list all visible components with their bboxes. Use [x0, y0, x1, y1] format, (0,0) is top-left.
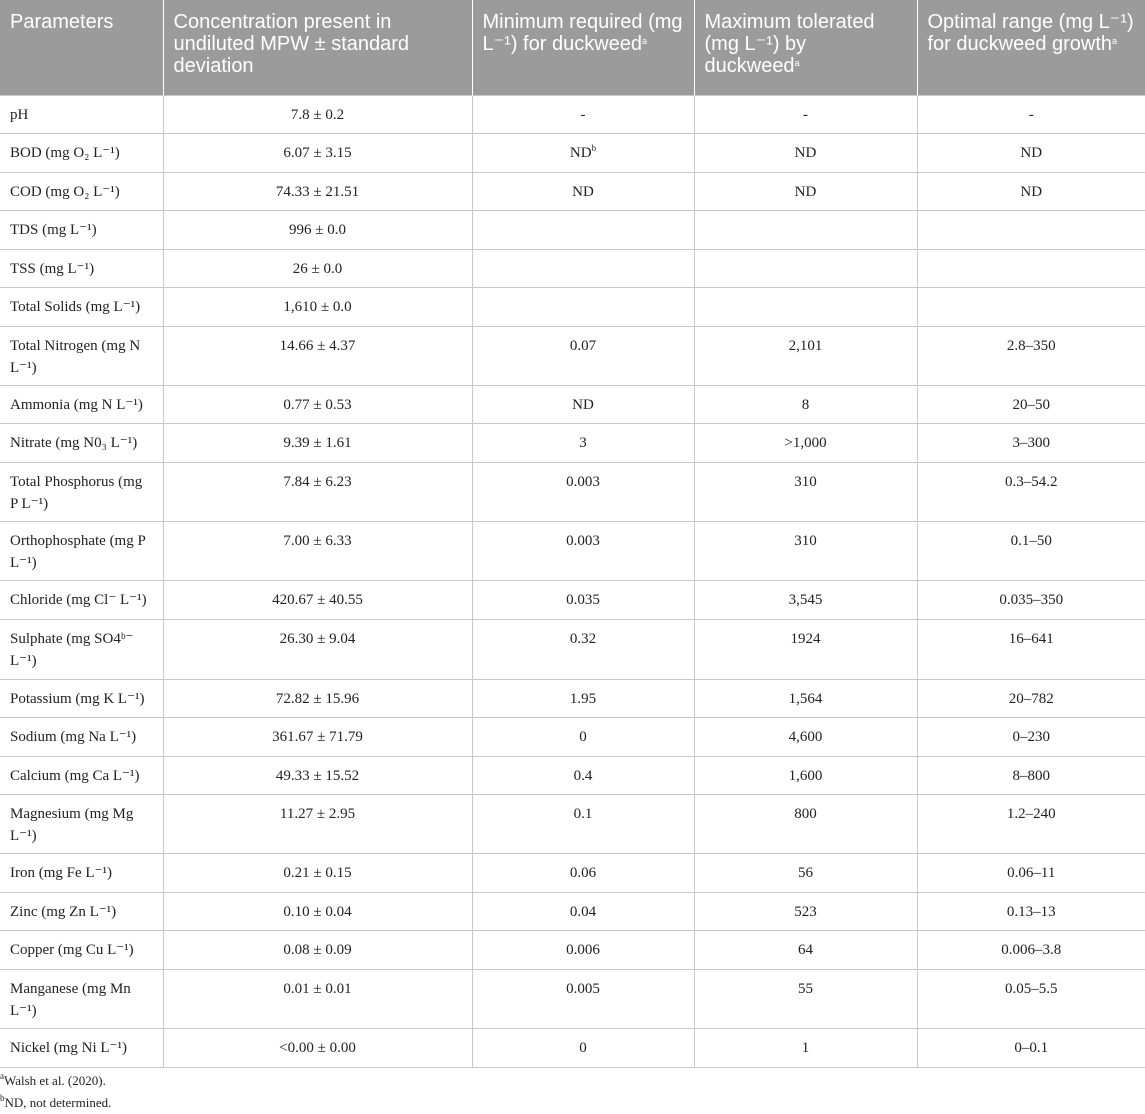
optimal-cell: [917, 287, 1145, 326]
optimal-cell: 8–800: [917, 756, 1145, 794]
concentration-cell: 996 ± 0.0: [163, 210, 472, 249]
table-row: [0, 892, 1145, 930]
concentration-cell: 0.01 ± 0.01: [163, 969, 472, 1028]
maximum-cell: [694, 249, 917, 287]
concentration-cell: 72.82 ± 15.96: [163, 679, 472, 717]
table-row: [0, 930, 1145, 969]
maximum-cell: [694, 210, 917, 249]
optimal-cell: 2.8–350: [917, 326, 1145, 385]
maximum-cell: 2,101: [694, 326, 917, 385]
parameter-cell: Sulphate (mg SO4ᵇ⁻ L⁻¹): [0, 619, 163, 679]
optimal-cell: ND: [917, 172, 1145, 210]
parameter-cell: Calcium (mg Ca L⁻¹): [0, 756, 163, 794]
footnote-mark: b: [591, 142, 597, 153]
concentration-cell: 9.39 ± 1.61: [163, 423, 472, 462]
minimum-cell: ND: [472, 385, 694, 423]
maximum-cell: 1924: [694, 619, 917, 679]
optimal-cell: 0.3–54.2: [917, 462, 1145, 521]
optimal-cell: ND: [917, 133, 1145, 172]
table-row: [0, 1028, 1145, 1067]
concentration-cell: 0.10 ± 0.04: [163, 892, 472, 930]
parameter-cell: Iron (mg Fe L⁻¹): [0, 853, 163, 892]
optimal-cell: [917, 249, 1145, 287]
table-row: [0, 679, 1145, 717]
parameter-cell: Manganese (mg Mn L⁻¹): [0, 969, 163, 1028]
optimal-cell: 20–50: [917, 385, 1145, 423]
parameter-cell: BOD (mg O₂ L⁻¹): [0, 133, 163, 172]
table-row: [0, 326, 1145, 385]
parameter-cell: Copper (mg Cu L⁻¹): [0, 930, 163, 969]
footnote-b: $^b$ND, not determined.: [0, 1093, 112, 1110]
maximum-cell: 1,600: [694, 756, 917, 794]
minimum-cell: ND: [472, 172, 694, 210]
concentration-cell: 361.67 ± 71.79: [163, 717, 472, 756]
parameter-cell: Sodium (mg Na L⁻¹): [0, 717, 163, 756]
optimal-cell: 0.13–13: [917, 892, 1145, 930]
table-row: [0, 210, 1145, 249]
parameter-cell: COD (mg O₂ L⁻¹): [0, 172, 163, 210]
parameter-cell: Magnesium (mg Mg L⁻¹): [0, 794, 163, 853]
maximum-cell: 1: [694, 1028, 917, 1067]
minimum-cell: [472, 287, 694, 326]
optimal-cell: 1.2–240: [917, 794, 1145, 853]
optimal-cell: 0.05–5.5: [917, 969, 1145, 1028]
parameter-cell: Zinc (mg Zn L⁻¹): [0, 892, 163, 930]
table-row: [0, 172, 1145, 210]
concentration-cell: 1,610 ± 0.0: [163, 287, 472, 326]
optimal-cell: 16–641: [917, 619, 1145, 679]
maximum-cell: 3,545: [694, 580, 917, 619]
concentration-cell: 0.08 ± 0.09: [163, 930, 472, 969]
minimum-cell: 0: [472, 1028, 694, 1067]
concentration-cell: 11.27 ± 2.95: [163, 794, 472, 853]
parameter-cell: Total Phosphorus (mg P L⁻¹): [0, 462, 163, 521]
maximum-cell: ND: [694, 133, 917, 172]
optimal-cell: 0.006–3.8: [917, 930, 1145, 969]
table-row: [0, 619, 1145, 679]
table-row: [0, 717, 1145, 756]
maximum-cell: 4,600: [694, 717, 917, 756]
minimum-cell: 0.1: [472, 794, 694, 853]
parameter-cell: TDS (mg L⁻¹): [0, 210, 163, 249]
table-row: [0, 133, 1145, 172]
maximum-cell: 310: [694, 462, 917, 521]
minimum-cell: 0.006: [472, 930, 694, 969]
minimum-cell: $ND^b$: [472, 133, 694, 172]
parameter-cell: Nitrate (mg N0₃ L⁻¹): [0, 423, 163, 462]
concentration-cell: 7.8 ± 0.2: [163, 95, 472, 133]
maximum-cell: 55: [694, 969, 917, 1028]
maximum-cell: 310: [694, 521, 917, 580]
maximum-cell: 523: [694, 892, 917, 930]
table-row: [0, 287, 1145, 326]
concentration-cell: 49.33 ± 15.52: [163, 756, 472, 794]
table-row: [0, 385, 1145, 423]
optimal-cell: -: [917, 95, 1145, 133]
concentration-cell: 420.67 ± 40.55: [163, 580, 472, 619]
concentration-cell: 14.66 ± 4.37: [163, 326, 472, 385]
concentration-cell: 6.07 ± 3.15: [163, 133, 472, 172]
table-row: [0, 423, 1145, 462]
header-minimum-required: Minimum required (mg L⁻¹) for duckweed$^a$: [472, 0, 694, 95]
minimum-cell: 0.06: [472, 853, 694, 892]
table-row: [0, 756, 1145, 794]
parameter-cell: Nickel (mg Ni L⁻¹): [0, 1028, 163, 1067]
minimum-cell: 0: [472, 717, 694, 756]
maximum-cell: >1,000: [694, 423, 917, 462]
maximum-cell: [694, 287, 917, 326]
concentration-cell: 26.30 ± 9.04: [163, 619, 472, 679]
maximum-cell: 8: [694, 385, 917, 423]
minimum-cell: [472, 249, 694, 287]
maximum-cell: ND: [694, 172, 917, 210]
optimal-cell: 20–782: [917, 679, 1145, 717]
minimum-cell: 0.005: [472, 969, 694, 1028]
maximum-cell: 56: [694, 853, 917, 892]
header-maximum-tolerated: Maximum tolerated (mg L⁻¹) by duckweed$^a$: [694, 0, 917, 95]
header-concentration: Concentration present in undiluted MPW ± standard deviation: [163, 0, 472, 95]
header-optimal-range: Optimal range (mg L⁻¹) for duckweed growth$^a$: [917, 0, 1145, 95]
concentration-cell: 7.84 ± 6.23: [163, 462, 472, 521]
table-row: [0, 95, 1145, 133]
table-row: [0, 462, 1145, 521]
parameter-cell: TSS (mg L⁻¹): [0, 249, 163, 287]
parameter-cell: Total Nitrogen (mg N L⁻¹): [0, 326, 163, 385]
parameter-cell: Chloride (mg Cl⁻ L⁻¹): [0, 580, 163, 619]
minimum-cell: 0.07: [472, 326, 694, 385]
minimum-cell: 0.04: [472, 892, 694, 930]
table-row: [0, 969, 1145, 1028]
minimum-cell: 0.4: [472, 756, 694, 794]
concentration-cell: 26 ± 0.0: [163, 249, 472, 287]
optimal-cell: 0.035–350: [917, 580, 1145, 619]
parameter-cell: Potassium (mg K L⁻¹): [0, 679, 163, 717]
table-row: [0, 521, 1145, 580]
optimal-cell: [917, 210, 1145, 249]
maximum-cell: 1,564: [694, 679, 917, 717]
optimal-cell: 0.06–11: [917, 853, 1145, 892]
parameter-cell: Total Solids (mg L⁻¹): [0, 287, 163, 326]
table-row: [0, 249, 1145, 287]
optimal-cell: 3–300: [917, 423, 1145, 462]
minimum-cell: 0.32: [472, 619, 694, 679]
minimum-cell: [472, 210, 694, 249]
concentration-cell: 0.21 ± 0.15: [163, 853, 472, 892]
minimum-cell: 0.003: [472, 462, 694, 521]
concentration-cell: <0.00 ± 0.00: [163, 1028, 472, 1067]
table-row: [0, 580, 1145, 619]
footnote-a: $^a$Walsh et al. (2020).: [0, 1071, 106, 1088]
minimum-cell: 3: [472, 423, 694, 462]
concentration-cell: 74.33 ± 21.51: [163, 172, 472, 210]
footnotes: [0, 1070, 111, 1114]
header-row: [0, 0, 1145, 95]
parameter-cell: pH: [0, 95, 163, 133]
optimal-cell: 0–0.1: [917, 1028, 1145, 1067]
parameter-cell: Orthophosphate (mg P L⁻¹): [0, 521, 163, 580]
header-parameters: Parameters: [0, 0, 163, 95]
minimum-cell: 1.95: [472, 679, 694, 717]
parameter-cell: Ammonia (mg N L⁻¹): [0, 385, 163, 423]
concentration-cell: 7.00 ± 6.33: [163, 521, 472, 580]
table-row: [0, 794, 1145, 853]
maximum-cell: 64: [694, 930, 917, 969]
table-row: [0, 853, 1145, 892]
maximum-cell: -: [694, 95, 917, 133]
concentration-cell: 0.77 ± 0.53: [163, 385, 472, 423]
optimal-cell: 0–230: [917, 717, 1145, 756]
minimum-cell: -: [472, 95, 694, 133]
maximum-cell: 800: [694, 794, 917, 853]
minimum-cell: 0.003: [472, 521, 694, 580]
minimum-cell: 0.035: [472, 580, 694, 619]
optimal-cell: 0.1–50: [917, 521, 1145, 580]
